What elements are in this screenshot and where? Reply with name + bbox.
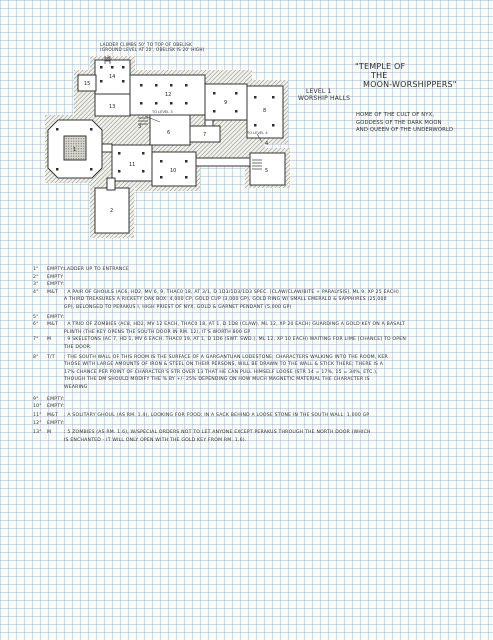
key-entry <box>33 361 485 369</box>
key-entry-number: 7° <box>33 337 39 343</box>
key-entry <box>33 396 485 404</box>
key-entry-text: GP), BELONGED TO PERAKUS I, HIGH PRIEST OF NYX, GOLD & GARNET PENDANT (5,000 GP) <box>64 304 292 310</box>
key-entry-text: THOUGH THE DM SHOULD MODIFY THE % BY +/- 25% DEPENDING ON HOW MUCH MAGNETIC MATERIAL THE CHARACTER IS <box>64 377 370 383</box>
key-entry <box>33 296 485 304</box>
key-entry-tag: M <box>47 429 52 435</box>
key-entry <box>33 314 485 322</box>
title-line-3: MOON-WORSHIPPERS" <box>363 80 457 89</box>
key-entry-number: 4° <box>33 289 39 295</box>
key-entry-number: 6° <box>33 322 39 328</box>
key-entry-tag: T/T <box>47 354 55 360</box>
key-entry <box>33 329 485 337</box>
room-number-11: 11 <box>129 162 136 168</box>
key-entry-tag: EMPTY: <box>47 282 65 288</box>
ladder-note-line-2: (GROUND LEVEL AT 20', OBELISK IS 20' HIGH) <box>100 47 205 52</box>
title-line-1: "TEMPLE OF <box>355 62 406 71</box>
corridor-1 <box>102 144 112 152</box>
ladder-note <box>100 42 290 52</box>
key-entry <box>33 420 485 428</box>
level-label <box>298 88 368 102</box>
room-number-7: 7 <box>203 132 207 138</box>
secret-note-level-4: TO LEVEL 4 <box>247 131 268 135</box>
corridor-3 <box>196 158 250 166</box>
room-number-2: 2 <box>110 208 114 214</box>
key-entry <box>33 369 485 377</box>
key-entry <box>33 437 485 445</box>
room-number-1: 1 <box>73 147 77 153</box>
key-entry-text: : A SOLITARY GHOUL (AS RM. 1.4), LOOKING FOR FOOD; IN A SACK BEHIND A LOOSE STONE IN THE SOUTH WALL: 1,000 GP <box>64 412 370 418</box>
key-entry-number: 3° <box>33 282 39 288</box>
key-entry-number: 8° <box>33 354 39 360</box>
key-entry-text <box>64 274 485 282</box>
key-entry-text: : A PAIR OF GHOULS (AC6, HD2, MV 6, 9, THAC0 18, AT 3/1, D 1D3/1D3/1D3 SPEC. [CLAW/CLAW/BITE + PARALYSIS], ML 9, XP 25 EACH) <box>64 289 399 295</box>
level-name: WORSHIP HALLS <box>298 95 351 102</box>
key-entry-text: LADDER UP TO ENTRANCE <box>64 267 129 272</box>
page-title <box>355 62 485 89</box>
corridor-4 <box>205 120 213 126</box>
room-number-4: 4 <box>265 141 269 147</box>
key-entry <box>33 304 485 312</box>
subtitle-line-1: HOME OF THE CULT OF NYX, <box>356 112 435 118</box>
corridor-2 <box>107 178 115 190</box>
key-entry-text: A THIRD TREASURES A RICKETY OAK BOX: 4,000 CP, GOLD CUP (3,000 GP), GOLD RING W/ SMALL EMERALD & SAPPHIRES (25,000 <box>64 297 387 303</box>
key-entry-number: 12° <box>33 421 42 427</box>
room-number-15: 15 <box>84 81 91 87</box>
room-number-8: 8 <box>263 108 267 114</box>
key-entry-tag: M&T <box>47 322 58 328</box>
key-entry-tag: EMPTY: <box>47 314 65 320</box>
key-entry-number: 11° <box>33 412 42 418</box>
key-entry-number: 2° <box>33 274 39 280</box>
key-entry-text <box>64 403 485 411</box>
key-entry-text: THE DOOR. <box>64 344 92 350</box>
key-entry <box>33 354 485 362</box>
key-entry <box>33 429 485 437</box>
room-number-3: 3 <box>138 124 142 130</box>
key-entry-text: : 5 ZOMBIES (AS RM. 1.6), W/SPECIAL ORDERS NOT TO LET ANYONE EXCEPT PERAKUS THROUGH THE NORTH DOOR (WHICH <box>64 429 371 435</box>
key-entry-tag: M <box>47 337 52 343</box>
title-line-2: THE <box>371 71 388 80</box>
key-entry-text: : THE SOUTH WALL OF THIS ROOM IS THE SURFACE OF A GARGANTUAN LODESTONE; CHARACTERS WALKING INTO THE ROOM, KER <box>64 354 388 360</box>
key-entry-tag: M&T <box>47 412 58 418</box>
key-entry <box>33 289 485 297</box>
key-entry-number: 9° <box>33 396 39 402</box>
page-subtitle <box>356 112 488 135</box>
key-entry <box>33 403 485 411</box>
key-entry-tag: EMPTY: <box>47 267 65 272</box>
key-entry-tag: EMPTY: <box>47 396 65 402</box>
key-entry <box>33 336 485 344</box>
level-number: LEVEL 1 <box>306 88 332 95</box>
room-number-10: 10 <box>170 168 177 174</box>
key-entry-text: WEARING <box>64 384 88 390</box>
key-entry <box>33 274 485 282</box>
key-entry-text <box>64 420 485 428</box>
room-number-9: 9 <box>224 100 228 106</box>
key-entry-tag: EMPTY: <box>47 421 65 427</box>
key-entry-text: PLINTH (THE KEY OPENS THE SOUTH DOOR IN RM. 12), IT'S WORTH 800 GP <box>64 329 251 335</box>
key-entry-number: 10° <box>33 404 42 410</box>
ladder-note-line-1: LADDER CLIMBS 50' TO TOP OF OBELISK <box>100 42 193 47</box>
subtitle-line-3: AND QUEEN OF THE UNDERWORLD <box>356 127 454 133</box>
key-entry-text: IS ENCHANTED - IT WILL ONLY OPEN WITH THE GOLD KEY FROM RM. 1.6). <box>64 438 247 444</box>
secret-note-level-3: TO LEVEL 3 <box>152 110 173 114</box>
key-entry <box>33 412 485 420</box>
key-entry-text: : 9 SKELETONS (AC 7, HD 1, MV 6 EACH, THAC0 19, AT 1, D 1D6 (SWT. SWD.), ML 12, XP 10 EACH) WAITING FOR LIME [CHANCE] TO OPEN <box>64 337 406 343</box>
room-number-13: 13 <box>109 104 116 110</box>
room-number-6: 6 <box>167 130 171 136</box>
key-entry-tag: EMPTY <box>47 274 64 280</box>
key-entry-text: 17% CHANCE PER POINT OF CHARACTER'S STR OVER 13 THAT HE CAN PULL HIMSELF LOOSE (STR 14 = 17%, 15 = 34%, ETC.), <box>64 369 378 375</box>
key-entry-text <box>64 281 485 289</box>
key-entry <box>33 376 485 384</box>
room-key <box>33 266 485 445</box>
room-number-12: 12 <box>165 92 172 98</box>
key-entry <box>33 281 485 289</box>
key-entry-tag: EMPTY: <box>47 404 65 410</box>
key-entry <box>33 266 485 274</box>
room-number-5: 5 <box>265 168 269 174</box>
key-entry <box>33 384 485 392</box>
key-entry-number: 13° <box>33 429 42 435</box>
key-entry-number: 1° <box>33 267 39 272</box>
key-entry-text <box>64 314 485 322</box>
key-entry-number: 5° <box>33 314 39 320</box>
key-entry-text: THOSE WITH LARGE AMOUNTS OF IRON & STEEL ON THEIR PERSONS, WILL BE DRAWN TO THE WALL & STICK THERE; THERE IS A <box>64 362 384 368</box>
key-entry-tag: M&T <box>47 289 58 295</box>
key-entry-text <box>64 396 485 404</box>
key-entry <box>33 321 485 329</box>
key-entry-text: : A TRIO OF ZOMBIES (AC8, HD2, MV 12 EACH, THAC0 18, AT 1, D 1D8 (CLAW), ML 12, XP 20 EACH) GUARDING A GOLD KEY ON A BASALT <box>64 322 405 328</box>
room-number-14: 14 <box>109 74 116 80</box>
key-entry <box>33 344 485 352</box>
subtitle-line-2: GODDESS OF THE DARK MOON <box>356 119 442 126</box>
